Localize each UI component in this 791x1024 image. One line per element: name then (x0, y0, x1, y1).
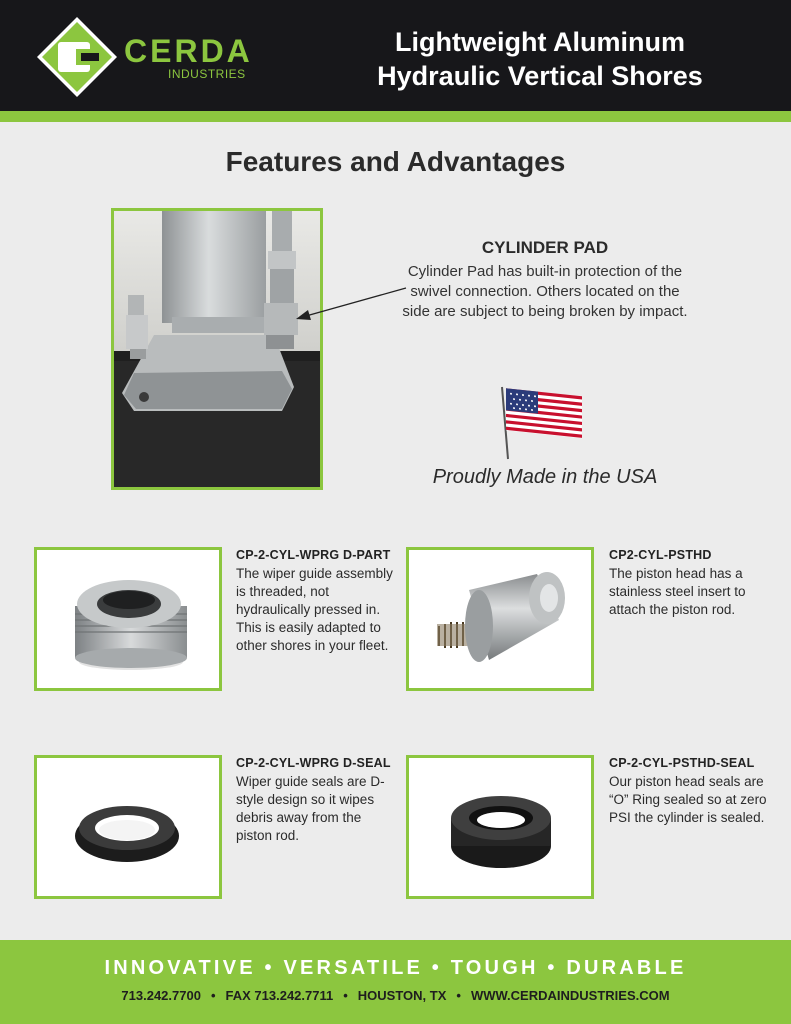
logo-wordmark: CERDA (124, 33, 253, 69)
usa-flag-icon (494, 385, 592, 461)
product-description-4: Our piston head seals are “O” Ring sealed so at zero PSI the cylinder is sealed. (609, 774, 767, 825)
footer-contact (0, 988, 791, 1003)
cylinder-pad-photo (111, 208, 323, 490)
cylinder-pad-description: Cylinder Pad has built-in protection of the swivel connection. Others located on the side are subject to being broken by impact. (402, 263, 688, 320)
product-code-2: CP2-CYL-PSTHD (609, 548, 712, 562)
footer-tagline: INNOVATIVE • VERSATILE • TOUGH • DURABLE (104, 957, 687, 979)
footer-separator: • (343, 988, 348, 1003)
product-description-2: The piston head has a stainless steel insert to attach the piston rod. (609, 566, 746, 617)
page-title (355, 25, 725, 93)
page-title-line-1: Lightweight Aluminum (395, 27, 685, 57)
logo-subtitle: INDUSTRIES (168, 67, 246, 81)
footer-fax: FAX 713.242.7711 (225, 988, 334, 1003)
header-accent-stripe (0, 111, 791, 122)
product-code-3: CP-2-CYL-WPRG D-SEAL (236, 756, 391, 770)
footer-website-link[interactable]: WWW.CERDAINDUSTRIES.COM (470, 988, 670, 1003)
page-title-line-2: Hydraulic Vertical Shores (377, 61, 703, 91)
wiper-guide-photo (34, 547, 222, 691)
product-description-1: The wiper guide assembly is threaded, not hydraulically pressed in. This is easily adapted to other shores in your fleet. (236, 566, 393, 653)
made-in-usa-text: Proudly Made in the USA (432, 466, 658, 488)
callout-arrow (292, 286, 407, 322)
piston-head-photo (406, 547, 594, 691)
footer-bar (0, 940, 791, 1024)
footer-phone: 713.242.7700 (121, 988, 201, 1003)
footer-separator: • (456, 988, 461, 1003)
footer-location: HOUSTON, TX (357, 988, 447, 1003)
wiper-seal-photo (34, 755, 222, 899)
section-title: Features and Advantages (225, 146, 566, 177)
product-code-4: CP-2-CYL-PSTHD-SEAL (609, 756, 755, 770)
cerda-logo-icon (36, 16, 118, 98)
piston-seal-photo (406, 755, 594, 899)
cylinder-pad-title: CYLINDER PAD (481, 238, 609, 257)
product-code-1: CP-2-CYL-WPRG D-PART (236, 548, 391, 562)
product-description-3: Wiper guide seals are D-style design so it wipes debris away from the piston rod. (236, 774, 385, 843)
footer-separator: • (210, 988, 216, 1003)
